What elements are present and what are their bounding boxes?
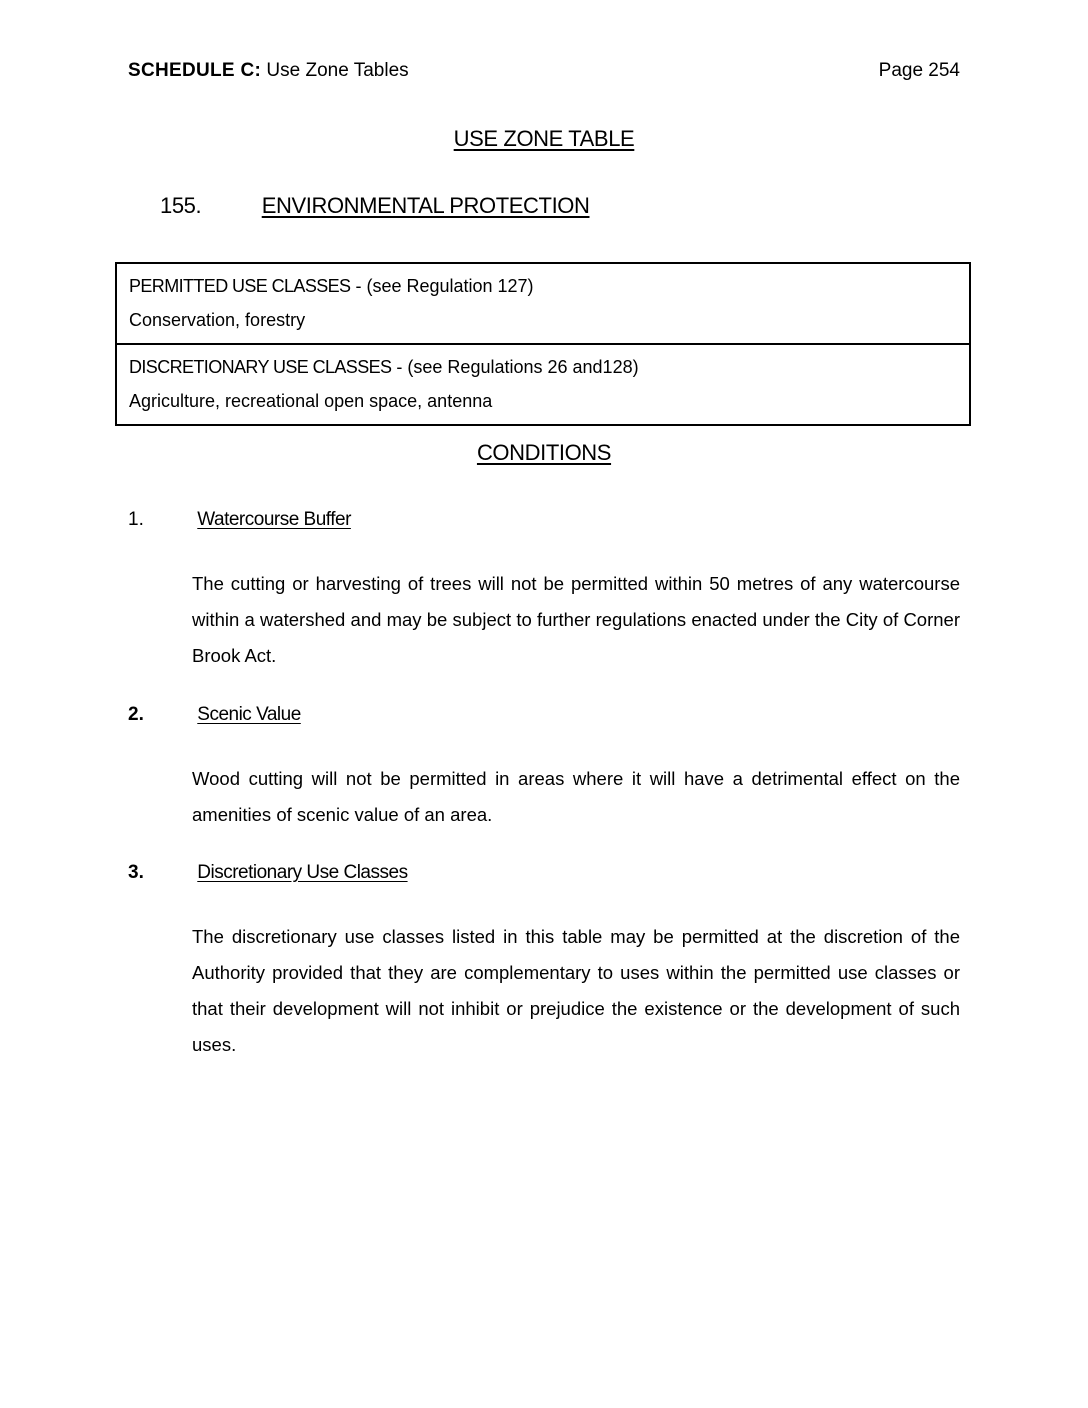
discretionary-use-classes-row — [117, 343, 969, 424]
condition-heading — [128, 858, 960, 888]
condition-number: 2. — [128, 704, 144, 725]
page-header — [128, 58, 960, 88]
condition-discretionary-use-classes — [128, 858, 960, 1063]
condition-body: The discretionary use classes listed in this table may be permitted at the discretion of the Authority provided that they are complementary to uses within the permitted use classes or that their development will not inhibit or prejudice the existence or the development of such uses. — [192, 926, 960, 1055]
page-number: Page 254 — [878, 60, 960, 81]
permitted-use-classes-row — [117, 264, 969, 343]
condition-heading — [128, 505, 960, 535]
condition-scenic-value — [128, 700, 960, 833]
permitted-use-classes-label: PERMITTED USE CLASSES — [129, 276, 351, 296]
condition-number: 1. — [128, 509, 144, 530]
permitted-uses: Conservation, forestry — [129, 310, 306, 330]
condition-title: Discretionary Use Classes — [197, 862, 408, 883]
discretionary-uses: Agriculture, recreational open space, antenna — [129, 391, 493, 411]
use-classes-table — [115, 262, 971, 426]
condition-title: Watercourse Buffer — [197, 509, 351, 530]
schedule-title: Use Zone Tables — [266, 60, 409, 81]
section-number: 155. — [160, 193, 202, 218]
condition-number: 3. — [128, 862, 144, 883]
document-title: USE ZONE TABLE — [453, 126, 635, 151]
section-heading — [160, 193, 589, 219]
condition-heading — [128, 700, 960, 730]
discretionary-use-classes-reference: - (see Regulations 26 and128) — [391, 357, 639, 377]
schedule-heading — [128, 60, 409, 82]
permitted-use-classes-reference: - (see Regulation 127) — [350, 276, 534, 296]
conditions-heading: CONDITIONS — [476, 440, 612, 465]
condition-watercourse-buffer — [128, 505, 960, 674]
condition-body: The cutting or harvesting of trees will not be permitted within 50 metres of any watercourse within a watershed and may be subject to further regulations enacted under the City of Corner Brook Act. — [192, 573, 960, 666]
discretionary-use-classes-label: DISCRETIONARY USE CLASSES — [129, 357, 392, 377]
condition-body: Wood cutting will not be permitted in areas where it will have a detrimental effect on the amenities of scenic value of an area. — [192, 768, 960, 825]
schedule-label: SCHEDULE C: — [128, 60, 262, 81]
section-name: ENVIRONMENTAL PROTECTION — [261, 193, 590, 218]
condition-title: Scenic Value — [197, 704, 301, 725]
